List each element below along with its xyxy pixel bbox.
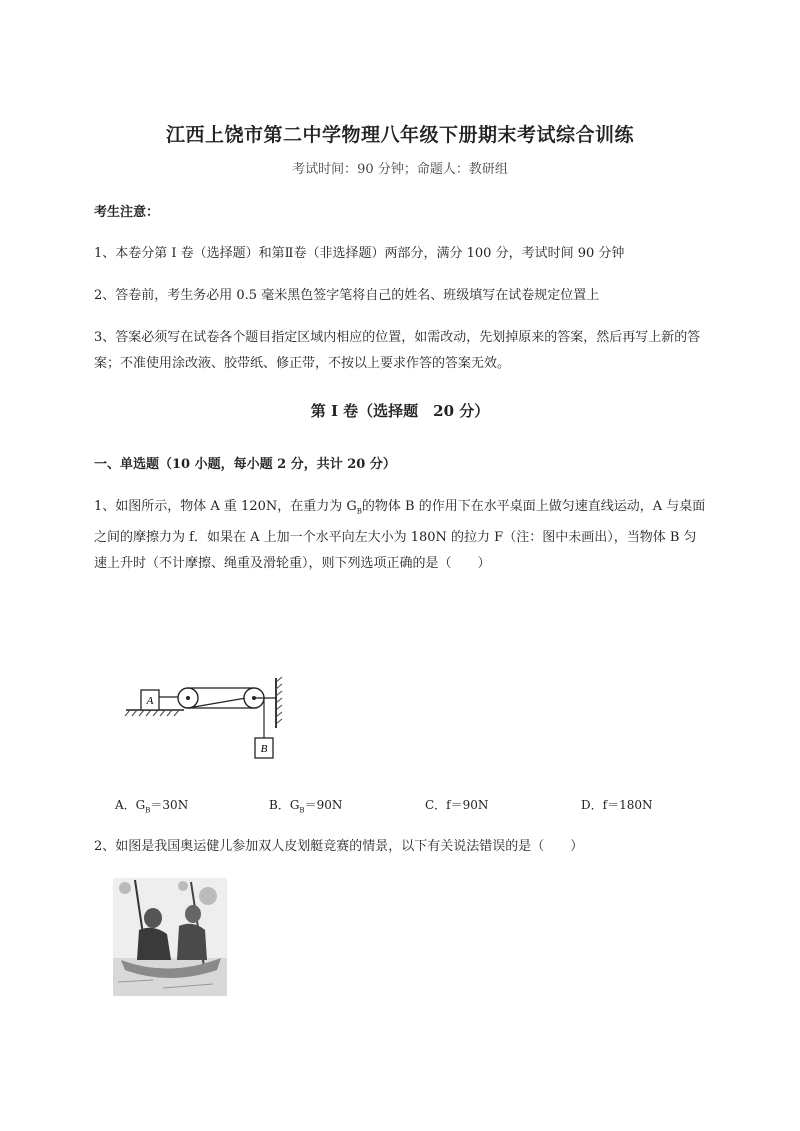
block-b-label: B (260, 743, 268, 755)
notice-item-1: 1、本卷分第 I 卷（选择题）和第Ⅱ卷（非选择题）两部分，满分 100 分，考试时间 90 分钟 (94, 246, 625, 261)
option-b[interactable]: B．$G_B=90N$ (269, 798, 343, 815)
page-title: 江西上饶市第二中学物理八年级下册期末考试综合训练 (165, 124, 634, 146)
notice-item-3: 3、答案必须写在试卷各个题目指定区域内相应的位置，如需改动，先划掉原来的答案，然后再写上新的答案；不准使用涂改液、胶带纸、修正带，不按以上要求作答的答案无效。 (94, 330, 701, 371)
pulley-figure (124, 676, 294, 766)
kayak-photo (113, 878, 227, 996)
notice-item-2: 2、答卷前，考生务必用 0.5 毫米黑色签字笔将自己的姓名、班级填写在试卷规定位置上 (94, 288, 600, 303)
exam-info: 考试时间：90 分钟；命题人：教研组 (292, 162, 508, 177)
part-heading: 一、单选题（10 小题，每小题 2 分，共计 20 分） (94, 457, 396, 472)
block-a-label: A (146, 695, 154, 707)
notice-heading: 考生注意： (94, 205, 160, 220)
option-d[interactable]: D．f＝180N (581, 798, 653, 812)
section-title: 第 I 卷（选择题 20 分） (310, 402, 490, 420)
question-2-text: 2、如图是我国奥运健儿参加双人皮划艇竞赛的情景，以下有关说法错误的是（ ） (94, 839, 584, 854)
option-a[interactable]: A．$G_B=30N$ (115, 798, 189, 815)
option-c[interactable]: C．f＝90N (425, 798, 489, 812)
question-1-text: 1、如图所示，物体 A 重 120N，在重力为 $G_B$的物体 B 的作用下在水平桌面上做匀速直线运动，A 与桌面之间的摩擦力为 f．如果在 A 上加一个水平向左大小为 180N 的拉力 F（注：图中未画出），当物体 B 匀速上升时（不计摩擦、绳重及滑轮重），则下列选项正确的是（ ） (94, 499, 706, 571)
